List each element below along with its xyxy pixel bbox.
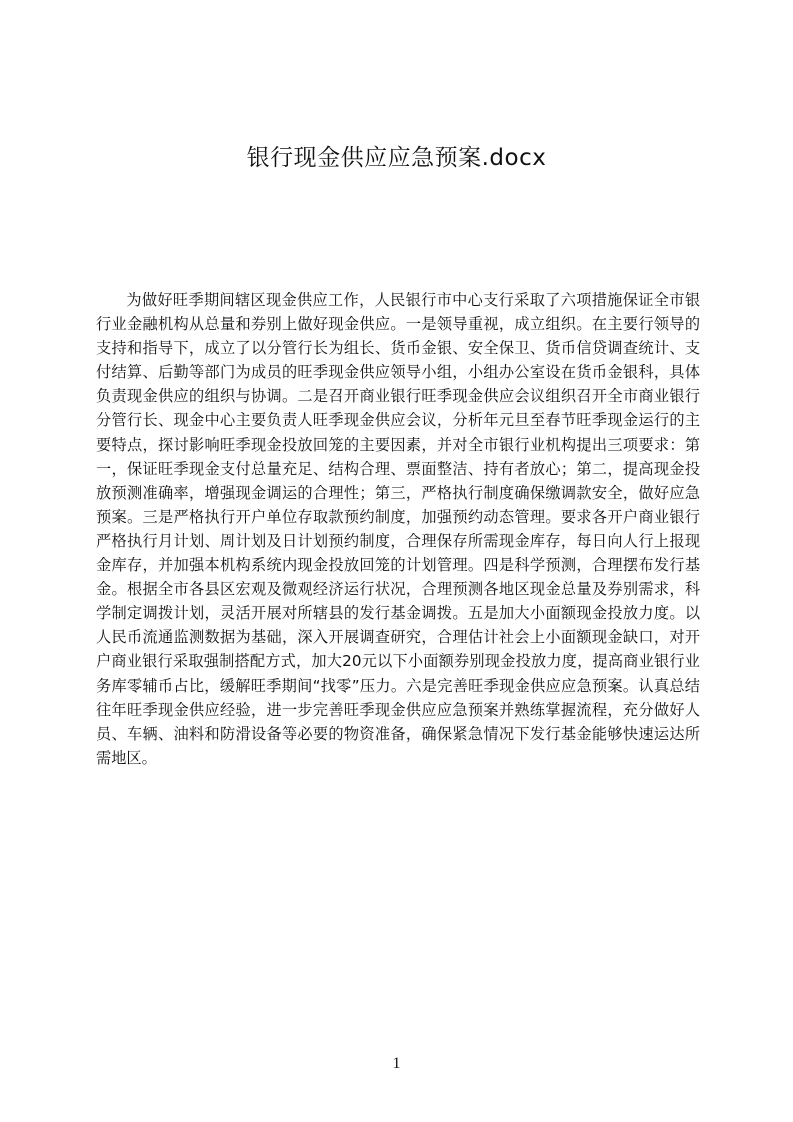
page-number: 1: [392, 1055, 401, 1072]
body-paragraph: 为做好旺季期间辖区现金供应工作，人民银行市中心支行采取了六项措施保证全市银行业金融机构从总量和券别上做好现金供应。一是领导重视，成立组织。在主要行领导的支持和指导下，成立了以分管行长为组长、货币金银、安全保卫、货币信贷调查统计、支付结算、后勤等部门为成员的旺季现金供应领导小组，小组办公室设在货币金银科，具体负责现金供应的组织与协调。二是召开商业银行旺季现金供应会议组织召开全市商业银行分管行长、现金中心主要负责人旺季现金供应会议，分析年元旦至春节旺季现金运行的主要特点，探讨影响旺季现金投放回笼的主要因素，并对全市银行业机构提出三项要求：第一，保证旺季现金支付总量充足、结构合理、票面整洁、持有者放心；第二，提高现金投放预测准确率，增强现金调运的合理性；第三，严格执行制度确保缴调款安全，做好应急预案。三是严格执行开户单位存取款预约制度，加强预约动态管理。要求各开户商业银行严格执行月计划、周计划及日计划预约制度，合理保存所需现金库存，每日向人行上报现金库存，并加强本机构系统内现金投放回笼的计划管理。四是科学预测，合理摆布发行基金。根据全市各县区宏观及微观经济运行状况，合理预测各地区现金总量及券别需求，科学制定调拨计划，灵活开展对所辖县的发行基金调拨。五是加大小面额现金投放力度。以人民币流通监测数据为基础，深入开展调查研究，合理估计社会上小面额现金缺口，对开户商业银行采取强制搭配方式，加大20元以下小面额券别现金投放力度，提高商业银行业务库零辅币占比，缓解旺季期间“找零”压力。六是完善旺季现金供应应急预案。认真总结往年旺季现金供应经验，进一步完善旺季现金供应应急预案并熟练掌握流程，充分做好人员、车辆、油料和防滑设备等必要的物资准备，确保紧急情况下发行基金能够快速运达所需地区。: [96, 291, 700, 767]
document-title: 银行现金供应应急预案.docx: [246, 145, 547, 171]
